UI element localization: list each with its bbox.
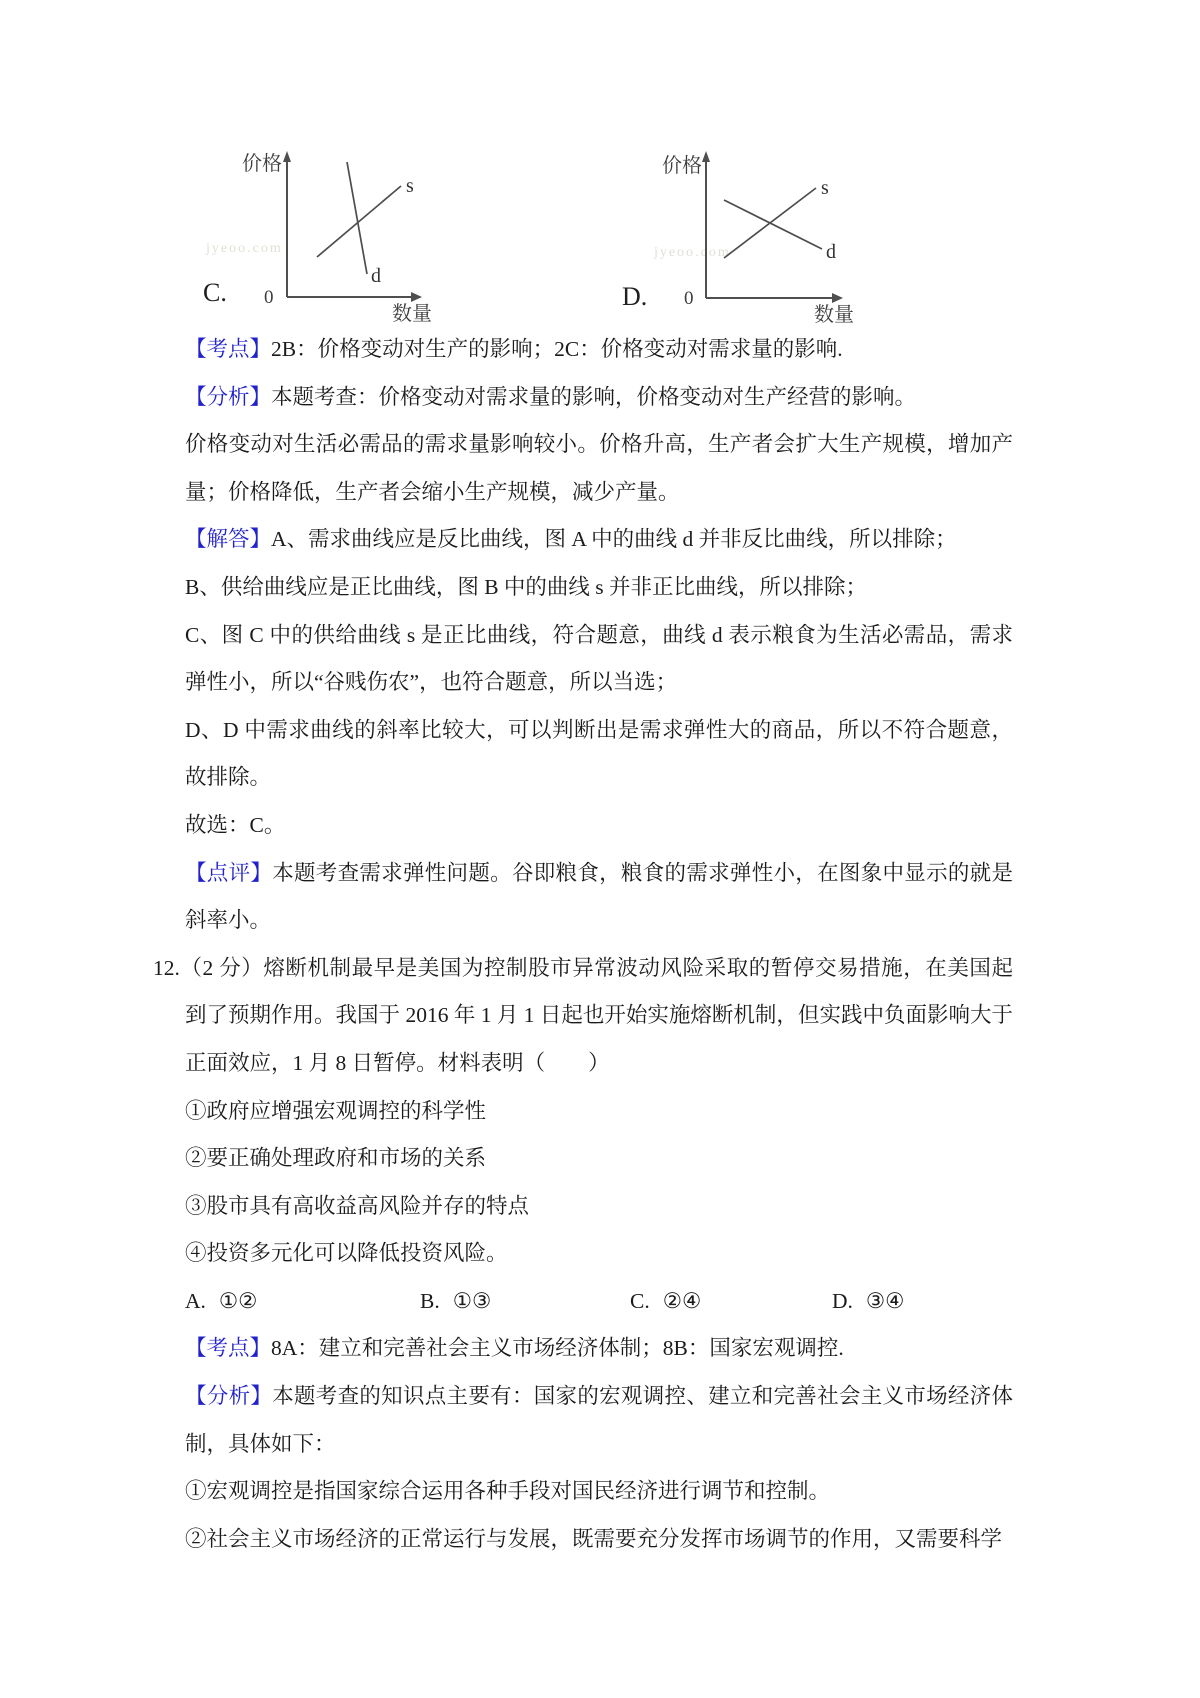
y-axis-label: 价格: [662, 155, 702, 177]
q12-analysis-point-2: ②社会主义市场经济的正常运行与发展，既需要充分发挥市场调节的作用，又需要科学: [185, 1526, 1003, 1551]
kaodian-text: 2B：价格变动对生产的影响；2C：价格变动对需求量的影响.: [271, 337, 843, 361]
x-axis-label: 数量: [814, 304, 854, 325]
option-b-value: ①③: [452, 1288, 492, 1313]
origin-label: 0: [264, 287, 274, 308]
option-d-letter: D.: [622, 282, 648, 311]
option-a-value: ①②: [218, 1288, 258, 1313]
q12-options-row: [153, 1278, 1013, 1326]
x-axis-arrow-icon: [832, 293, 843, 303]
option-d-label: D.: [832, 1288, 853, 1313]
q11-exam-points-line: [153, 326, 1013, 374]
y-axis-label: 价格: [242, 153, 282, 175]
option-b-label: B.: [420, 1288, 440, 1313]
option-c-letter: C.: [203, 278, 227, 307]
q12-statement-3: ③股市具有高收益高风险并存的特点: [185, 1193, 530, 1218]
q12-statement-1: ①政府应增强宏观调控的科学性: [185, 1098, 487, 1123]
kaodian-tag: 【考点】: [185, 1336, 272, 1361]
fenxi-text: 本题考查的知识点主要有：国家的宏观调控、建立和完善社会主义市场经济体制，具体如下：: [185, 1384, 1013, 1456]
q12-statement-4: ④投资多元化可以降低投资风险。: [185, 1241, 508, 1266]
q11-comment-line: [153, 850, 1013, 945]
demand-curve-label: d: [371, 265, 381, 287]
x-axis-arrow-icon: [411, 292, 422, 302]
supply-curve-label: s: [406, 175, 414, 197]
jieda-text-a: A、需求曲线应是反比曲线，图 A 中的曲线 d 并非反比曲线，所以排除；: [271, 527, 957, 552]
q11-solution-line-d: D、D 中需求曲线的斜率比较大，可以判断出是需求弹性大的商品，所以不符合题意，故排除。: [185, 717, 1013, 790]
q12-option-d: [832, 1278, 904, 1326]
q12-statement-2: ②要正确处理政府和市场的关系: [185, 1146, 487, 1171]
kaodian-text: 8A：建立和完善社会主义市场经济体制；8B：国家宏观调控.: [271, 1336, 844, 1361]
q11-analysis-continued: 价格变动对生活必需品的需求量影响较小。价格升高，生产者会扩大生产规模，增加产量；价格降低，生产者会缩小生产规模，减少产量。: [185, 432, 1013, 504]
dianping-text: 本题考查需求弹性问题。谷即粮食，粮食的需求弹性小，在图象中显示的就是斜率小。: [185, 860, 1013, 933]
demand-curve: [724, 200, 822, 249]
supply-curve-label: s: [821, 177, 829, 199]
q12-stem: [153, 945, 1013, 1088]
answer-explanation-text: [153, 326, 1013, 1563]
option-c-label: C.: [630, 1288, 650, 1313]
q12-analysis-point-1: ①宏观调控是指国家综合运用各种手段对国民经济进行调节和控制。: [185, 1479, 831, 1504]
q11-solution-line-a: [153, 516, 1013, 564]
q11-solution-line-c: C、图 C 中的供给曲线 s 是正比曲线，符合题意，曲线 d 表示粮食为生活必需品，需求弹性小，所以“谷贱伤农”，也符合题意，所以当选；: [185, 622, 1013, 695]
option-c-value: ②④: [662, 1288, 702, 1313]
q12-number: 12.（2 分）: [153, 955, 264, 980]
supply-curve: [317, 186, 401, 257]
q11-solution-line-b: B、供给曲线应是正比曲线，图 B 中的曲线 s 并非正比曲线，所以排除；: [185, 574, 868, 599]
q11-analysis-line: [153, 374, 1013, 422]
demand-curve-label: d: [826, 241, 836, 263]
q11-answer-line: 故选：C。: [185, 812, 286, 837]
origin-label: 0: [684, 288, 694, 309]
q12-analysis-line: [153, 1373, 1013, 1468]
fenxi-tag: 【分析】: [185, 384, 272, 409]
q12-option-b: [420, 1278, 630, 1326]
fenxi-tag: 【分析】: [185, 1384, 273, 1409]
q12-option-c: [630, 1278, 832, 1326]
q12-exam-points-line: [153, 1325, 1013, 1373]
kaodian-tag: 【考点】: [185, 337, 272, 361]
q12-option-a: [185, 1278, 420, 1326]
fenxi-text: 本题考查：价格变动对需求量的影响，价格变动对生产经营的影响。: [271, 384, 917, 409]
option-d-value: ③④: [865, 1288, 905, 1313]
watermark-text: jyeoo.com: [206, 241, 283, 256]
x-axis-label: 数量: [392, 303, 432, 325]
q12-stem-text: 熔断机制最早是美国为控制股市异常波动风险采取的暂停交易措施，在美国起到了预期作用。我国于 2016 年 1 月 1 日起也开始实施熔断机制，但实践中负面影响大于正面效应，1 月 8 日暂停。材料表明（ ）: [185, 955, 1013, 1075]
jieda-tag: 【解答】: [185, 527, 272, 552]
option-a-label: A.: [185, 1288, 206, 1313]
dianping-tag: 【点评】: [185, 860, 273, 885]
watermark-text: jyeoo.com: [654, 245, 731, 260]
